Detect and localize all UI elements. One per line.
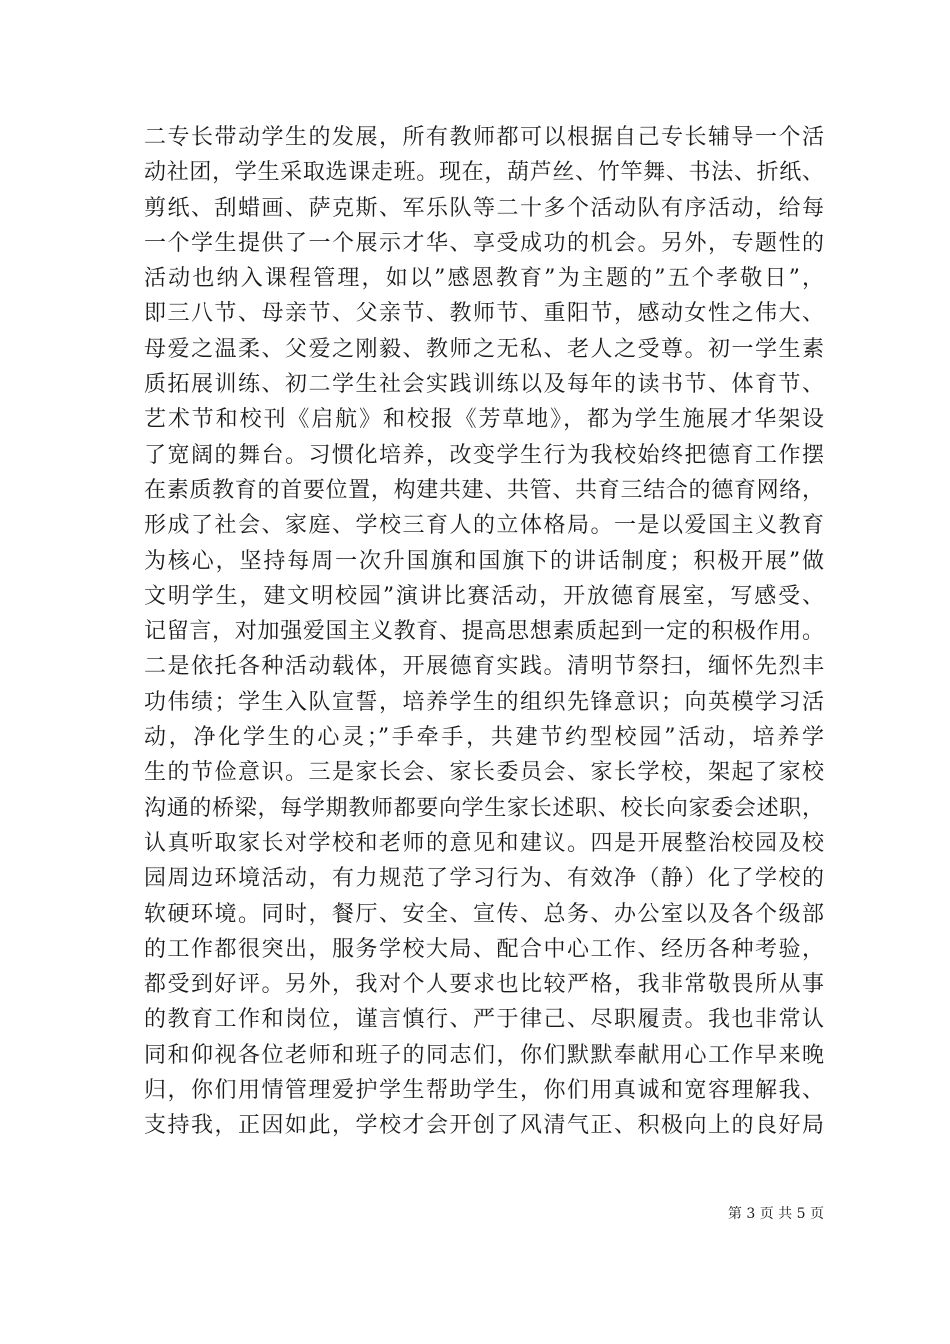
text-line: 软硬环境。同时，餐厅、安全、宣传、总务、办公室以及各个级部 <box>144 901 824 927</box>
text-line: 剪纸、刮蜡画、萨克斯、军乐队等二十多个活动队有序活动，给每 <box>144 195 824 221</box>
text-line: 的工作都很突出，服务学校大局、配合中心工作、经历各种考验， <box>144 936 824 962</box>
text-line: 二是依托各种活动载体，开展德育实践。清明节祭扫，缅怀先烈丰 <box>144 654 824 680</box>
text-line: 都受到好评。另外，我对个人要求也比较严格，我非常敬畏所从事 <box>144 972 824 998</box>
text-line: 动社团，学生采取选课走班。现在，葫芦丝、竹竿舞、书法、折纸、 <box>144 160 824 186</box>
text-line: 动，净化学生的心灵；”手牵手，共建节约型校园”活动，培养学 <box>144 725 824 751</box>
text-line: 的教育工作和岗位，谨言慎行、严于律己、尽职履责。我也非常认 <box>144 1007 824 1033</box>
text-line: 记留言，对加强爱国主义教育、提高思想素质起到一定的积极作用。 <box>144 619 824 645</box>
text-line: 了宽阔的舞台。习惯化培养，改变学生行为我校始终把德育工作摆 <box>144 442 824 468</box>
text-line: 活动也纳入课程管理，如以”感恩教育”为主题的”五个孝敬日”， <box>144 266 824 292</box>
text-line: 沟通的桥梁，每学期教师都要向学生家长述职、校长向家委会述职， <box>144 795 824 821</box>
text-line: 功伟绩；学生入队宣誓，培养学生的组织先锋意识；向英模学习活 <box>144 689 824 715</box>
text-line: 生的节俭意识。三是家长会、家长委员会、家长学校，架起了家校 <box>144 760 824 786</box>
text-line: 二专长带动学生的发展，所有教师都可以根据自己专长辅导一个活 <box>144 125 824 150</box>
text-line: 文明学生，建文明校园”演讲比赛活动，开放德育展室，写感受、 <box>144 583 824 609</box>
text-line: 认真听取家长对学校和老师的意见和建议。四是开展整治校园及校 <box>144 830 824 856</box>
text-line: 归，你们用情管理爱护学生帮助学生，你们用真诚和宽容理解我、 <box>144 1078 824 1104</box>
body-text <box>144 120 824 1144</box>
page-number: 第 3 页 共 5 页 <box>727 1206 824 1222</box>
text-line: 形成了社会、家庭、学校三育人的立体格局。一是以爱国主义教育 <box>144 513 824 539</box>
text-line: 艺术节和校刊《启航》和校报《芳草地》，都为学生施展才华架设 <box>144 407 824 433</box>
text-line: 在素质教育的首要位置，构建共建、共管、共育三结合的德育网络， <box>144 477 824 503</box>
text-line: 质拓展训练、初二学生社会实践训练以及每年的读书节、体育节、 <box>144 372 824 398</box>
text-line: 母爱之温柔、父爱之刚毅、教师之无私、老人之受尊。初一学生素 <box>144 336 824 362</box>
text-line: 为核心，坚持每周一次升国旗和国旗下的讲话制度；积极开展”做 <box>144 548 824 574</box>
text-line: 支持我，正因如此，学校才会开创了风清气正、积极向上的良好局 <box>144 1113 824 1139</box>
text-line: 园周边环境活动，有力规范了学习行为、有效净（静）化了学校的 <box>144 866 824 892</box>
text-line: 一个学生提供了一个展示才华、享受成功的机会。另外，专题性的 <box>144 230 824 256</box>
text-line: 即三八节、母亲节、父亲节、教师节、重阳节，感动女性之伟大、 <box>144 301 824 327</box>
text-line: 同和仰视各位老师和班子的同志们，你们默默奉献用心工作早来晚 <box>144 1042 824 1068</box>
